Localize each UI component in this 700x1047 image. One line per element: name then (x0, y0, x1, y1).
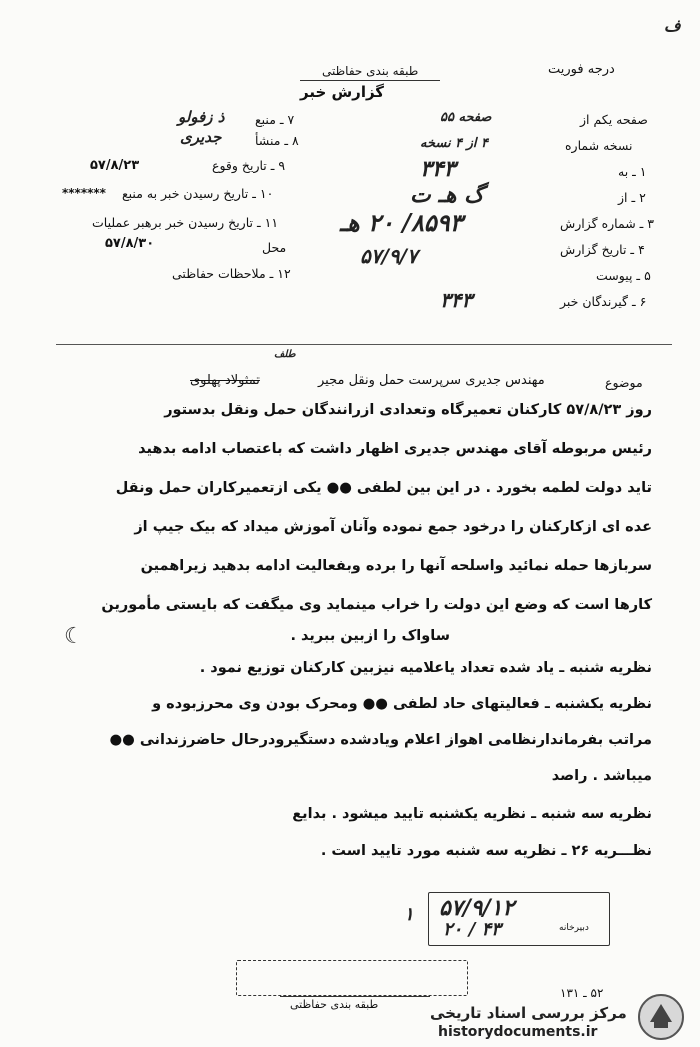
corner-mark: ف (664, 16, 681, 35)
body-line: عده ای ازکارکنان را درخود جمع نموده وآنان آموزش میداد که بیک جیپ از (134, 519, 652, 535)
classification-top: طبقه بندی حفاظتی (322, 64, 419, 78)
margin-mark: ☾ (64, 624, 84, 649)
from-value: گ هـ ت (410, 182, 484, 208)
source-received-value: ******* (62, 186, 106, 200)
body-line: ساواک را ازبین ببرید . (290, 628, 450, 644)
stamp-date: ۵۷/۹/۱۲ (439, 895, 515, 921)
attachment-label: ۵ ـ پیوست (596, 268, 651, 283)
occurrence-date-label: ۹ ـ تاریخ وقوع (212, 158, 286, 173)
to-label: ۱ ـ به (618, 164, 647, 179)
copy-number-value: ۴ از ۴ نسخه (420, 136, 489, 151)
classification-bottom: طبقه بندی حفاظتی (290, 998, 379, 1011)
page-of-label: صفحه یکم از (580, 112, 648, 127)
copy-number-label: نسخه شماره (565, 138, 633, 153)
source-value: ذ زفولو (178, 108, 225, 126)
to-value: ۳۴۳ (420, 156, 456, 182)
security-notes-label: ۱۲ ـ ملاحظات حفاظتی (172, 266, 291, 281)
from-label: ۲ ـ از (618, 190, 646, 205)
page-of-value: صفحه ۵۵ (440, 110, 492, 125)
origin-value: جدیری (180, 128, 222, 146)
source-label: ۷ ـ منبع (255, 112, 295, 127)
note-line: نظریه شنبه ـ یاد شده تعداد یاعلامیه نیزبین کارکنان توزیع نمود . (199, 660, 652, 676)
leader-received-label: ۱۱ ـ تاریخ رسیدن خبر برهبر عملیات (92, 215, 279, 230)
stamp-line2: ۴۳ / ۲۰ (443, 919, 501, 940)
occurrence-date-value: ۵۷/۸/۲۳ (90, 158, 140, 173)
registration-stamp (428, 892, 610, 946)
classification-top-rule (300, 80, 440, 81)
section-divider (56, 344, 672, 345)
reference-number: ۵۲ ـ ۱۳۱ (560, 986, 604, 1000)
note-line: نظـــریه ۲۶ ـ نظریه سه شنبه مورد تایید است . (320, 843, 652, 859)
recipients-label: ۶ ـ گیرندگان خبر (560, 294, 647, 309)
watermark-logo-icon (636, 992, 686, 1046)
bottom-stamp-box (236, 960, 468, 996)
report-title: گزارش خبر (300, 83, 385, 101)
report-date-label: ۴ ـ تاریخ گزارش (560, 242, 645, 257)
body-line: تاید دولت لطمه بخورد . در این بین لطفی ●● یکی ازتعمیرکاران حمل ونقل (115, 480, 652, 496)
recipients-value: ۳۴۳ (440, 288, 473, 312)
note-line: مراتب بفرماندارنظامی اهواز اعلام ویادشده دستگیرودرحال حاضرزندانی ●● (109, 732, 652, 748)
origin-label: ۸ ـ منشأ (255, 133, 299, 148)
report-number-value: ۸۵۹۳/ ۲۰ هـ (340, 208, 463, 237)
watermark-url: historydocuments.ir (438, 1024, 598, 1040)
report-number-label: ۳ ـ شماره گزارش (560, 216, 655, 231)
note-line: میباشد . راصد (551, 768, 652, 784)
body-line: کارها است که وضع این دولت را خراب مینماید وی میگفت که بایستی مأمورین (101, 597, 652, 613)
place-label: محل (262, 240, 287, 255)
subject-struck-text: تمثولاد پهلوی (190, 373, 260, 388)
source-received-label: ۱۰ ـ تاریخ رسیدن خبر به منبع (122, 186, 274, 201)
body-line: سربازها حمله نمائید واسلحه آنها را برده وبفعالیت ادامه بدهید زیراهمین (140, 558, 652, 574)
subject-text: مهندس جدیری سرپرست حمل ونقل مجیر (318, 373, 545, 388)
stamp-label: دبیرخانه (559, 923, 589, 933)
note-line: نظریه یکشنبه ـ فعالیتهای حاد لطفی ●● ومحرک بودن وی محرزبوده و (152, 696, 652, 712)
classification-bottom-rule (280, 996, 430, 997)
stamp-number: ۱ (404, 904, 414, 925)
report-date-value: ۵۷/۹/۷ (360, 244, 418, 268)
note-line: نظریه سه شنبه ـ نظریه یکشنبه تایید میشود . بدایع (292, 806, 652, 822)
body-line: رئیس مربوطه آقای مهندس جدیری اظهار داشت که باعتصاب ادامه بدهید (138, 441, 652, 457)
subject-label: موضوع (605, 375, 643, 390)
body-line: روز ۵۷/۸/۲۳ کارکنان تعمیرگاه وتعدادی ازرانندگان حمل ونقل بدستور (164, 402, 652, 418)
subject-correction: طلف (274, 349, 296, 360)
urgency-label: درجه فوریت (548, 62, 615, 77)
place-value: ۵۷/۸/۳۰ (105, 236, 155, 251)
watermark-text: مرکز بررسی اسناد تاریخی (430, 1004, 627, 1022)
